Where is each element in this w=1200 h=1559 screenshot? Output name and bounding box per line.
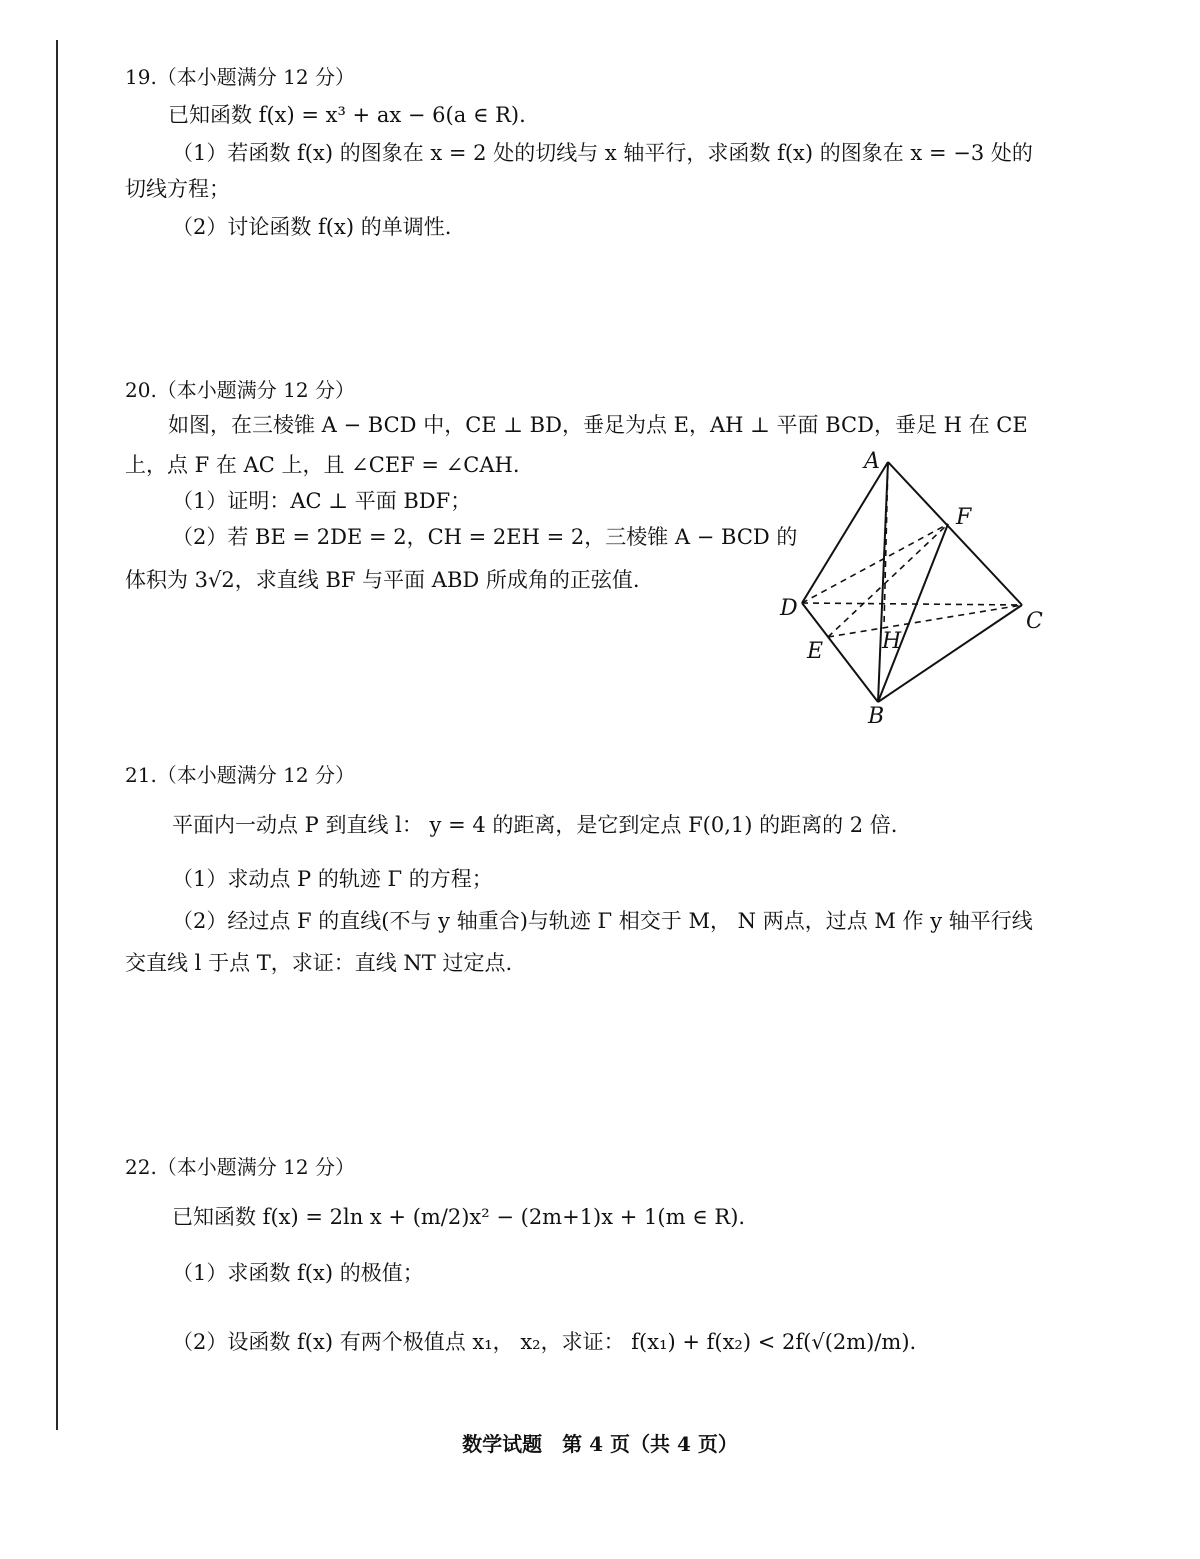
- label-e: E: [807, 639, 824, 664]
- tetrahedron-figure: [770, 440, 1070, 740]
- q20-part2-line2: 体积为 3√2，求直线 BF 与平面 ABD 所成角的正弦值.: [125, 568, 640, 592]
- label-d: D: [780, 596, 798, 621]
- q20-heading: 20.（本小题满分 12 分）: [125, 378, 355, 402]
- segment-fb: [878, 524, 948, 702]
- q21-stem: 平面内一动点 P 到直线 l： y = 4 的距离，是它到定点 F(0,1) 的距离的 2 倍.: [172, 813, 898, 837]
- q19-part1-line2: 切线方程；: [125, 177, 230, 201]
- edge-ad: [802, 462, 888, 603]
- q20-stem-line2: 上，点 F 在 AC 上，且 ∠CEF = ∠CAH.: [125, 453, 520, 477]
- q22-part1: （1）求函数 f(x) 的极值；: [172, 1261, 424, 1285]
- label-a: A: [864, 449, 880, 474]
- segment-df-hidden: [802, 524, 948, 603]
- q19-heading: 19.（本小题满分 12 分）: [125, 65, 355, 89]
- label-b: B: [868, 704, 885, 729]
- q20-part2-line1: （2）若 BE = 2DE = 2，CH = 2EH = 2，三棱锥 A − BCD 的: [172, 525, 798, 549]
- q22-stem: 已知函数 f(x) = 2ln x + (m/2)x² − (2m+1)x + 1(m ∈ R).: [172, 1205, 746, 1229]
- q19-part2: （2）讨论函数 f(x) 的单调性.: [172, 215, 452, 239]
- q19-part1-line1: （1）若函数 f(x) 的图象在 x = 2 处的切线与 x 轴平行，求函数 f(x) 的图象在 x = −3 处的: [172, 141, 1033, 165]
- q22-part2: （2）设函数 f(x) 有两个极值点 x₁， x₂，求证： f(x₁) + f(x₂) < 2f(√(2m)/m).: [172, 1330, 917, 1354]
- q21-part1: （1）求动点 P 的轨迹 Γ 的方程；: [172, 867, 493, 891]
- q22-heading: 22.（本小题满分 12 分）: [125, 1155, 355, 1179]
- page-footer: 数学试题 第 4 页（共 4 页）: [462, 1432, 738, 1456]
- q19-stem: 已知函数 f(x) = x³ + ax − 6(a ∈ R).: [168, 103, 526, 127]
- label-h: H: [882, 629, 902, 654]
- q21-part2-line2: 交直线 l 于点 T，求证：直线 NT 过定点.: [125, 951, 513, 975]
- q20-stem-line1: 如图，在三棱锥 A − BCD 中，CE ⊥ BD，垂足为点 E，AH ⊥ 平面 BCD，垂足 H 在 CE: [168, 413, 1028, 437]
- margin-rule: [56, 40, 58, 1430]
- q20-part1: （1）证明：AC ⊥ 平面 BDF；: [172, 489, 472, 513]
- q21-heading: 21.（本小题满分 12 分）: [125, 763, 355, 787]
- segment-ec-hidden: [828, 605, 1022, 637]
- edge-ac: [888, 462, 1022, 605]
- q21-part2-line1: （2）经过点 F 的直线(不与 y 轴重合)与轨迹 Γ 相交于 M， N 两点，过点 M 作 y 轴平行线: [172, 909, 1033, 933]
- label-f: F: [956, 505, 972, 530]
- edge-dc-hidden: [802, 603, 1022, 605]
- label-c: C: [1026, 609, 1043, 634]
